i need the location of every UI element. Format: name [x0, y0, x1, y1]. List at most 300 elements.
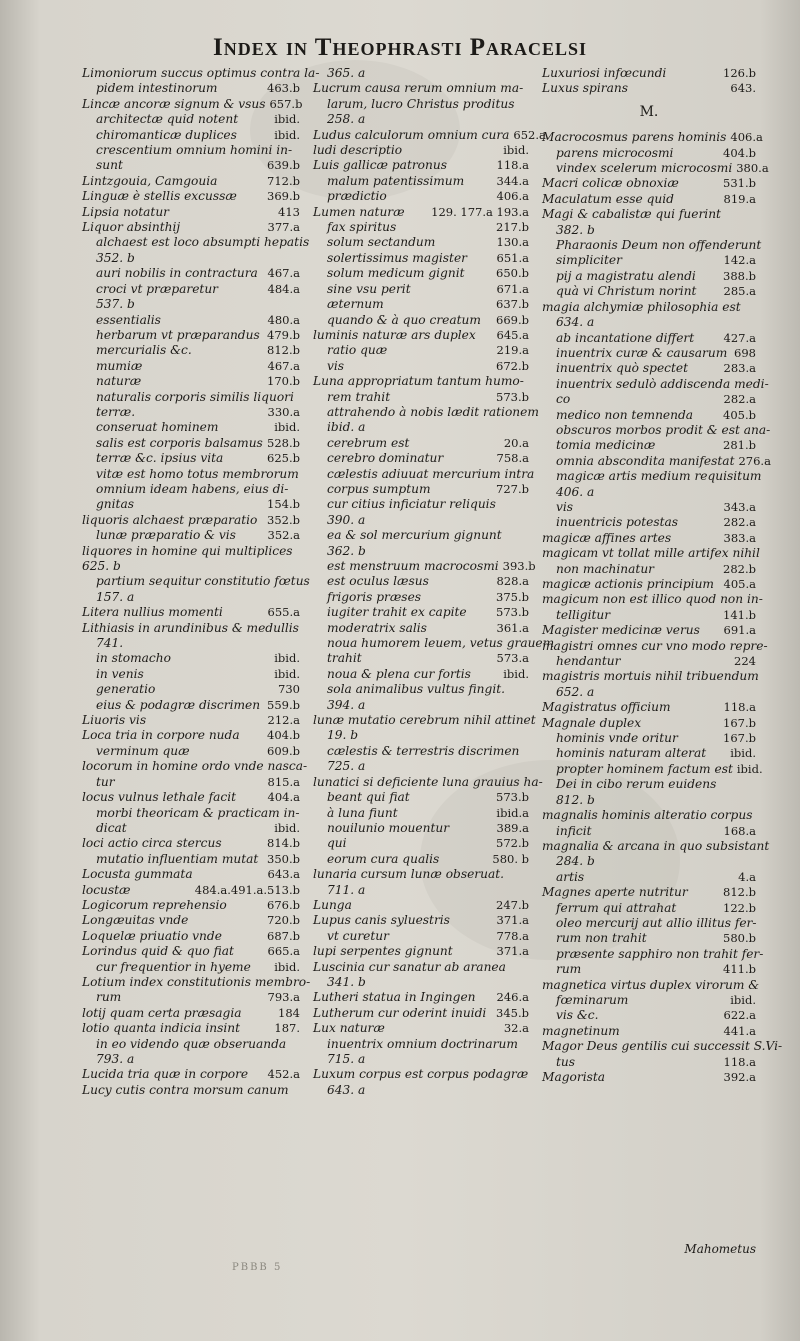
entry-page-ref: 142.a — [723, 253, 756, 268]
index-entry — [542, 731, 756, 746]
entry-page-ref: 643.a — [267, 867, 300, 882]
entry-page-ref: ibid. — [274, 127, 300, 142]
index-entry — [313, 482, 529, 497]
entry-term: est oculus læsus — [327, 574, 429, 589]
entry-term: telligitur — [556, 607, 611, 622]
index-entry — [313, 497, 529, 512]
entry-term: lotio quanta indicia insint — [82, 1021, 241, 1036]
entry-term: rum — [556, 962, 582, 977]
entry-page-ref: 344.a — [496, 173, 529, 188]
entry-term: iugiter trahit ex capite — [327, 605, 467, 620]
entry-term: sunt — [96, 158, 123, 173]
index-entry — [82, 420, 300, 435]
entry-page-ref: ibid. — [274, 820, 300, 835]
index-entry — [82, 266, 300, 281]
entry-term: lupi serpentes gignunt — [313, 944, 453, 959]
entry-page-ref: 727.b — [496, 481, 529, 496]
index-entry — [542, 161, 769, 176]
index-entry — [313, 975, 529, 990]
index-entry — [313, 235, 529, 250]
index-entry — [542, 824, 756, 839]
entry-term: Pharaonis Deum non offenderunt — [556, 238, 762, 253]
entry-page-ref: 4.a — [738, 869, 756, 884]
entry-page-ref: 413 — [278, 204, 300, 219]
entry-page-ref: 720.b — [267, 913, 300, 928]
entry-page-ref: 369.b — [267, 189, 300, 204]
entry-page-ref: 404.b — [267, 728, 300, 743]
index-entry — [542, 331, 756, 346]
entry-page-ref: 170.b — [267, 374, 300, 389]
entry-page-ref: 187. — [274, 1021, 300, 1036]
entry-term: malum patentissimum — [327, 173, 465, 188]
index-entry — [542, 284, 756, 299]
index-entry — [542, 81, 756, 96]
index-entry — [313, 112, 529, 127]
entry-term: Magister medicinæ verus — [542, 623, 700, 638]
index-entry — [82, 1052, 300, 1067]
index-entry — [82, 143, 300, 158]
index-entry — [542, 408, 756, 423]
entry-term: 537. b — [96, 297, 135, 312]
entry-term: quando & à quo creatum — [327, 312, 481, 327]
entry-term: magnetinum — [542, 1023, 620, 1038]
index-entry — [313, 759, 529, 774]
entry-page-ref: 276.a — [738, 453, 771, 468]
entry-term: inuentrix curæ & causarum — [556, 345, 728, 360]
entry-page-ref: 645.a — [496, 327, 529, 342]
index-entry — [82, 990, 300, 1005]
entry-page-ref: 393.b — [502, 559, 536, 573]
index-entry — [82, 1083, 300, 1098]
entry-page-ref: 758.a — [496, 451, 529, 466]
index-entry — [82, 528, 300, 543]
index-entry — [313, 883, 529, 898]
index-entry — [313, 667, 529, 682]
index-entry — [82, 467, 300, 482]
entry-term: trahit — [327, 651, 362, 666]
index-entry — [313, 97, 529, 112]
index-entry — [542, 608, 756, 623]
index-entry — [542, 485, 756, 500]
entry-term: quà vi Christum norint — [556, 284, 697, 299]
index-entry — [82, 913, 300, 928]
entry-page-ref: ibid. — [274, 666, 300, 681]
entry-term: magicæ artis medium requisitum — [556, 469, 762, 484]
index-entry — [313, 81, 529, 96]
entry-page-ref: 388.b — [723, 268, 756, 283]
entry-term: 365. a — [327, 66, 366, 80]
entry-term: gnitas — [96, 497, 134, 512]
entry-page-ref: 224 — [734, 654, 756, 669]
entry-term: omnium ideam habens, eius di- — [96, 481, 289, 496]
index-entry — [542, 238, 762, 253]
entry-term: mutatio influentiam mutat — [96, 851, 259, 866]
index-entry — [313, 929, 529, 944]
index-entry — [313, 404, 539, 420]
entry-term: locorum in homine ordo vnde nasca- — [82, 759, 308, 774]
entry-term: locus vulnus lethale facit — [82, 790, 237, 805]
index-entry — [542, 192, 756, 207]
entry-page-ref: 212.a — [267, 713, 300, 728]
index-entry — [542, 376, 769, 392]
index-entry — [313, 990, 529, 1005]
index-entry — [542, 761, 763, 777]
index-entry — [82, 806, 300, 821]
entry-page-ref: 691.a — [723, 623, 756, 638]
entry-term: hendantur — [556, 654, 621, 669]
entry-term: magistris mortuis nihil tribuendum — [542, 669, 759, 684]
entry-page-ref: 778.a — [496, 928, 529, 943]
index-entry — [82, 343, 300, 358]
entry-term: dicat — [96, 820, 127, 835]
entry-term: Lintzgouia, Camgouia — [82, 173, 218, 188]
entry-term: vt curetur — [327, 928, 389, 943]
entry-term: magia alchymiæ philosophia est — [542, 299, 741, 314]
entry-term: est menstruum macrocosmi — [327, 559, 499, 573]
entry-term: solum sectandum — [327, 235, 436, 250]
entry-page-ref: 665.a — [267, 944, 300, 959]
index-entry — [313, 867, 529, 882]
index-entry — [82, 235, 310, 250]
index-entry — [313, 774, 543, 790]
entry-term: sine vsu perit — [327, 281, 411, 296]
entry-term: alchaest est loco absumpti hepatis — [96, 235, 310, 250]
index-entry — [82, 390, 300, 405]
index-entry — [542, 223, 756, 238]
index-entry — [82, 96, 303, 112]
entry-page-ref: 282.b — [723, 561, 756, 576]
entry-term: 643. a — [327, 1082, 366, 1097]
entry-term: Logicorum reprehensio — [82, 897, 227, 912]
index-entry — [313, 127, 546, 143]
entry-page-ref: ibid.a — [496, 805, 529, 820]
entry-term: ratio quæ — [327, 343, 388, 358]
entry-term: tomia medicinæ — [556, 438, 656, 453]
entry-page-ref: 389.a — [496, 820, 529, 835]
entry-term: à luna fiunt — [327, 805, 398, 820]
index-entry — [542, 746, 756, 761]
index-entry — [313, 390, 529, 405]
entry-term: Dei in cibo rerum euidens — [556, 777, 717, 792]
entry-term: inficit — [556, 823, 592, 838]
entry-term: Magistratus officium — [542, 700, 671, 715]
index-entry — [313, 544, 529, 559]
entry-term: 341. b — [327, 974, 366, 989]
entry-term: magnalis hominis alteratio corpus — [542, 808, 753, 823]
index-entry — [82, 112, 300, 127]
index-entry — [313, 790, 529, 805]
index-entry — [82, 328, 300, 343]
index-entry — [313, 744, 529, 759]
index-entry — [82, 359, 300, 374]
entry-term: fax spiritus — [327, 220, 397, 235]
entry-page-ref: 126.b — [723, 66, 756, 80]
entry-term: obscuros morbos prodit & est ana- — [556, 422, 771, 437]
index-entry — [542, 515, 756, 530]
entry-page-ref: 676.b — [267, 897, 300, 912]
entry-term: larum, lucro Christus proditus — [327, 96, 515, 111]
index-entry — [542, 838, 770, 854]
entry-term: Maculatum esse quid — [542, 191, 674, 206]
entry-page-ref: 282.a — [723, 392, 756, 407]
index-entry — [82, 867, 300, 882]
entry-page-ref: 559.b — [267, 697, 300, 712]
index-entry — [82, 297, 300, 312]
entry-term: Lutherum cur oderint inuidi — [313, 1005, 487, 1020]
index-entry — [313, 528, 529, 543]
entry-page-ref: 793.a — [267, 990, 300, 1005]
entry-page-ref: 622.a — [723, 1008, 756, 1023]
index-entry — [542, 885, 756, 900]
entry-term: tus — [556, 1054, 576, 1069]
index-entry — [82, 220, 300, 235]
index-entry — [542, 300, 756, 315]
entry-term: Loca tria in corpore nuda — [82, 728, 240, 743]
entry-page-ref: 404.a — [267, 790, 300, 805]
index-entry — [542, 562, 756, 577]
entry-term: noua & plena cur fortis — [327, 666, 471, 681]
index-entry — [313, 328, 529, 343]
entry-term: Linguæ è stellis excussæ — [82, 189, 237, 204]
entry-term: Lincæ ancoræ signum & vsus — [82, 96, 266, 111]
entry-page-ref: 671.a — [496, 281, 529, 296]
entry-term: lotij quam certa præsagia — [82, 1005, 242, 1020]
index-entry — [313, 682, 529, 697]
index-entry — [82, 852, 300, 867]
entry-page-ref: ibid. — [736, 761, 763, 776]
index-entry — [82, 898, 300, 913]
entry-page-ref: 361.a — [496, 620, 529, 635]
index-entry — [542, 685, 756, 700]
entry-term: 352. b — [96, 250, 135, 265]
index-entry — [82, 1037, 300, 1052]
entry-term: magnalia & arcana in quo subsistant — [542, 838, 770, 853]
entry-page-ref: 122.b — [723, 900, 756, 915]
entry-page-ref: 375.b — [496, 589, 529, 604]
entry-page-ref: 345.b — [496, 1005, 529, 1020]
entry-page-ref: 609.b — [267, 743, 300, 758]
catchword: Mahometus — [684, 1242, 756, 1256]
entry-term: noua humorem leuem, vetus grauem — [327, 636, 555, 651]
entry-term: Longæuitas vnde — [82, 913, 189, 928]
entry-term: mumiæ — [96, 358, 143, 373]
index-entry — [82, 1067, 300, 1082]
index-entry — [542, 146, 756, 161]
entry-term: 390. a — [327, 512, 366, 527]
entry-term: Litera nullius momenti — [82, 605, 223, 620]
entry-page-ref: 352.b — [267, 512, 300, 527]
index-entry — [82, 944, 300, 959]
index-entry — [313, 559, 536, 574]
entry-page-ref: ibid. — [503, 143, 529, 158]
entry-term: vitæ est homo totus membrorum — [96, 466, 299, 481]
index-entry — [313, 590, 529, 605]
entry-page-ref: 330.a — [267, 404, 300, 419]
entry-term: Loquelæ priuatio vnde — [82, 928, 222, 943]
entry-term: 284. b — [556, 854, 595, 869]
entry-page-ref: 484.a.491.a.513.b — [194, 882, 300, 897]
page-header: Index in Theophrasti Paracelsi — [212, 34, 588, 61]
entry-term: moderatrix salis — [327, 620, 427, 635]
entry-term: pidem intestinorum — [96, 81, 218, 96]
entry-page-ref: 712.b — [267, 173, 300, 188]
entry-term: in stomacho — [96, 651, 171, 666]
entry-term: vis — [556, 499, 574, 514]
entry-term: solertissimus magister — [327, 250, 467, 265]
entry-page-ref: 411.b — [723, 962, 756, 977]
entry-page-ref: 637.b — [496, 297, 529, 312]
entry-term: Luxuriosi infœcundi — [542, 66, 667, 80]
entry-term: cælestis adiuuat mercurium intra — [327, 466, 535, 481]
entry-term: Liquor absinthij — [82, 220, 181, 235]
index-entry — [313, 282, 529, 297]
entry-term: simpliciter — [556, 253, 622, 268]
index-entry — [313, 898, 529, 913]
entry-term: 725. a — [327, 759, 366, 774]
entry-page-ref: 819.a — [723, 191, 756, 206]
index-entry — [82, 759, 308, 774]
entry-page-ref: ibid. — [730, 746, 756, 761]
entry-term: magicum non est illico quod non in- — [542, 592, 763, 607]
index-entry — [313, 913, 529, 928]
entry-term: Lotium index constitutionis membro- — [82, 974, 311, 989]
entry-term: crescentium omnium homini in- — [96, 143, 293, 158]
entry-term: cerebro dominatur — [327, 451, 444, 466]
index-entry — [82, 651, 300, 666]
entry-term: Macri colicæ obnoxiæ — [542, 176, 679, 191]
entry-term: Luis gallicæ patronus — [313, 158, 447, 173]
index-entry — [313, 574, 529, 589]
entry-term: ea & sol mercurium gignunt — [327, 528, 502, 543]
entry-page-ref: 643. — [730, 81, 756, 96]
entry-term: cerebrum est — [327, 435, 410, 450]
entry-term: pij a magistratu alendi — [556, 268, 696, 283]
entry-page-ref: ibid. — [274, 420, 300, 435]
entry-term: solum medicum gignit — [327, 266, 465, 281]
entry-page-ref: 698 — [734, 345, 756, 360]
entry-page-ref: 118.a — [723, 1054, 756, 1069]
entry-page-ref: 406.a — [496, 189, 529, 204]
entry-page-ref: ibid. — [503, 666, 529, 681]
index-entry — [313, 1021, 529, 1036]
entry-term: Magnale duplex — [542, 715, 642, 730]
index-entry — [542, 361, 756, 376]
entry-page-ref: 406.a — [730, 130, 763, 145]
index-entry — [82, 621, 300, 636]
index-entry — [313, 266, 529, 281]
index-entry — [82, 158, 300, 173]
entry-term: 258. a — [327, 112, 366, 127]
entry-page-ref: 651.a — [496, 250, 529, 265]
index-entry — [542, 422, 771, 438]
index-entry — [82, 436, 300, 451]
entry-term: in eo videndo quæ obseruanda — [96, 1036, 287, 1051]
entry-page-ref: 580. b — [492, 851, 529, 866]
entry-page-ref: ibid. — [274, 959, 300, 974]
entry-term: Lupus canis syluestris — [313, 913, 450, 928]
entry-page-ref: 812.b — [723, 885, 756, 900]
index-entry — [542, 346, 756, 361]
entry-term: lunaria cursum lunæ obseruat. — [313, 867, 505, 882]
entry-term: 406. a — [556, 484, 595, 499]
entry-term: tur — [96, 774, 115, 789]
entry-page-ref: 32.a — [503, 1021, 529, 1036]
entry-term: 625. b — [82, 559, 121, 573]
entry-term: 812. b — [556, 792, 595, 807]
index-entry — [542, 808, 756, 823]
entry-page-ref: 118.a — [496, 158, 529, 173]
entry-term: partium sequitur constitutio fœtus — [96, 574, 310, 589]
index-entry — [82, 590, 300, 605]
entry-page-ref: 573.b — [496, 790, 529, 805]
entry-page-ref: 467.a — [267, 358, 300, 373]
index-entry — [542, 962, 756, 977]
index-entry — [542, 1055, 756, 1070]
index-entry — [542, 901, 756, 916]
index-entry — [542, 977, 760, 993]
entry-term: Lutheri statua in Ingingen — [313, 990, 476, 1005]
index-entry — [313, 1052, 529, 1067]
index-entry — [82, 81, 300, 96]
index-entry — [82, 667, 300, 682]
index-entry — [82, 974, 311, 990]
entry-term: conseruat hominem — [96, 420, 219, 435]
index-entry — [542, 777, 756, 792]
entry-term: naturalis corporis similis liquori — [96, 389, 294, 404]
entry-term: magicæ actionis principium — [542, 577, 714, 591]
index-entry — [82, 1006, 300, 1021]
index-entry — [542, 623, 756, 638]
entry-term: cælestis & terrestris discrimen — [327, 743, 520, 758]
entry-term: attrahendo à nobis lædit rationem — [327, 404, 539, 419]
entry-term: generatio — [96, 682, 156, 697]
index-entry — [82, 128, 300, 143]
index-entry — [313, 158, 529, 173]
index-entry — [82, 836, 300, 851]
entry-term: Lipsia notatur — [82, 204, 170, 219]
index-entry — [82, 960, 300, 975]
index-entry — [542, 638, 768, 654]
entry-term: 394. a — [327, 697, 366, 712]
entry-term: terræ &c. ipsius vita — [96, 451, 224, 466]
entry-term: herbarum vt præparandus — [96, 327, 260, 342]
index-entry — [82, 1021, 300, 1036]
entry-term: verminum quæ — [96, 743, 190, 758]
entry-term: inuentrix quò spectet — [556, 361, 688, 376]
index-entry — [82, 605, 300, 620]
entry-term: 652. a — [556, 684, 595, 699]
entry-term: naturæ — [96, 374, 142, 389]
entry-term: nouilunio mouentur — [327, 820, 450, 835]
entry-term: præsente sapphiro non trahit fer- — [556, 946, 764, 961]
entry-term: salis est corporis balsamus — [96, 435, 263, 450]
index-entry — [542, 546, 760, 561]
index-entry — [82, 205, 300, 220]
entry-page-ref: 343.a — [723, 499, 756, 514]
entry-term: terræ. — [96, 404, 136, 419]
entry-page-ref: 392.a — [723, 1070, 756, 1084]
entry-term: morbi theoricam & practicam in- — [96, 805, 300, 820]
entry-term: cur citius inficiatur reliquis — [327, 497, 496, 512]
index-entry — [542, 854, 756, 869]
index-entry — [313, 359, 529, 374]
entry-page-ref: 246.a — [496, 990, 529, 1005]
entry-page-ref: 352.a — [267, 528, 300, 543]
index-entry — [542, 392, 756, 407]
section-letter: M. — [639, 103, 659, 120]
index-entry — [313, 189, 529, 204]
index-entry — [542, 931, 756, 946]
